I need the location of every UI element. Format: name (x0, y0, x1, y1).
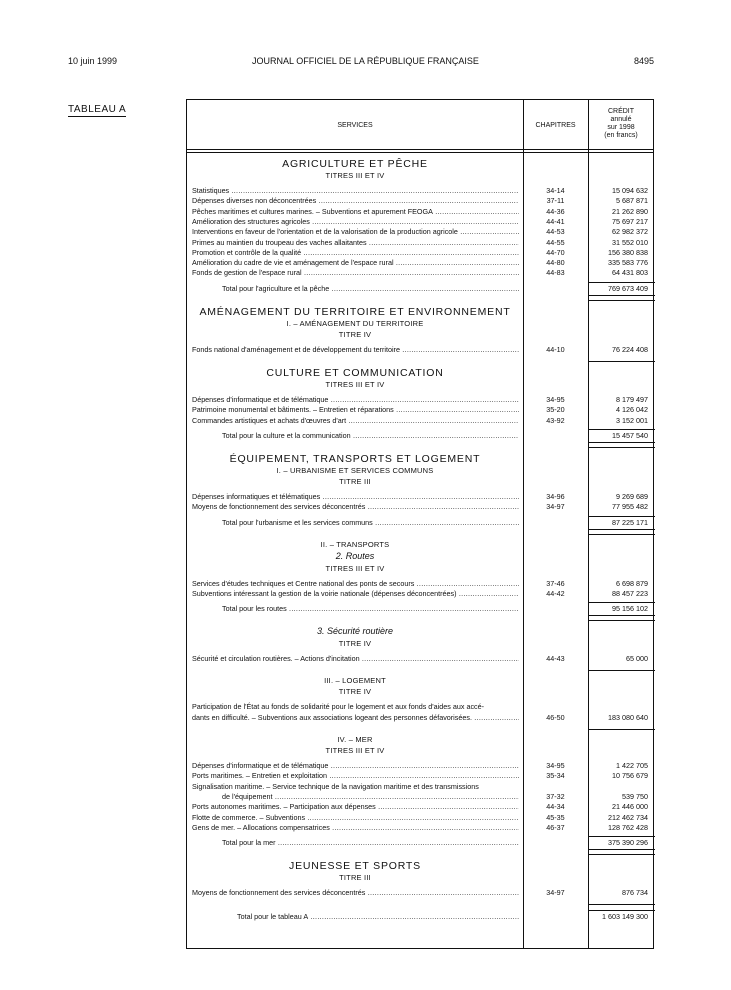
row-label: Amélioration des structures agricoles ..... (192, 217, 519, 227)
total-label: Total pour l'agriculture et la pêche ..... (222, 284, 519, 294)
section-rule (588, 300, 655, 301)
row-label: dants en difficulté. – Subventions aux associations logeant des personnes défavorisées. ..... (192, 713, 519, 723)
total-rule (588, 516, 655, 517)
section-subheading: 3. Sécurité routière (316, 626, 394, 637)
table-row (187, 713, 655, 723)
row-chapitre: 34-95 (546, 395, 565, 404)
total-rule (588, 429, 655, 430)
row-chapitre: 46-50 (546, 712, 565, 722)
section-title: AMÉNAGEMENT DU TERRITOIRE ET ENVIRONNEMENT (199, 305, 511, 318)
row-label: Pêches maritimes et cultures marines. – Subventions et apurement FEOGA ..... (192, 207, 519, 217)
row-amount: 77 955 482 (612, 502, 648, 512)
row-label: Dépenses d'informatique et de télématique ..... (192, 761, 519, 771)
row-amount: 6 698 879 (616, 578, 648, 588)
table-row (187, 207, 655, 217)
row-amount: 88 457 223 (612, 588, 648, 598)
row-chapitre: 44-43 (546, 654, 565, 664)
section-subtitle: IV. – MER (337, 735, 373, 744)
row-amount: 64 431 803 (612, 268, 648, 278)
total-label: Total pour l'urbanisme et les services communs ..... (222, 518, 519, 528)
row-chapitre: 37-32 (546, 791, 565, 801)
section-subtitle: TITRE IV (338, 639, 372, 649)
row-amount: 31 552 010 (612, 237, 648, 247)
table-row (187, 217, 655, 227)
section-rule (588, 904, 655, 905)
section-subtitle: III. – LOGEMENT (324, 676, 386, 686)
total-amount: 95 156 102 (612, 604, 648, 614)
table-row (187, 405, 655, 415)
section-rule (588, 729, 655, 730)
table-row (187, 186, 655, 196)
table-row (187, 492, 655, 502)
page-number: 8495 (633, 56, 654, 66)
row-label: Signalisation maritime. – Service technique de la navigation maritime et des transmissions (192, 781, 479, 791)
row-amount: 8 179 497 (616, 395, 648, 404)
row-label: Moyens de fonctionnement des services déconcentrés ..... (192, 502, 519, 512)
total-amount: 1 603 149 300 (602, 912, 648, 922)
column-header-chapitres: CHAPITRES (535, 122, 576, 129)
table-row (187, 654, 655, 664)
table-row (187, 792, 655, 802)
column-header-credit (588, 108, 654, 140)
row-label: Gens de mer. – Allocations compensatrices ..... (192, 823, 519, 833)
row-label: Fonds national d'aménagement et de développement du territoire ..... (192, 345, 519, 355)
total-row (187, 431, 655, 441)
section-rule (588, 670, 655, 671)
row-label: Dépenses d'informatique et de télématique ..... (192, 395, 519, 405)
row-chapitre: 45-35 (546, 812, 565, 822)
row-chapitre: 44-83 (546, 268, 565, 278)
row-label: Sécurité et circulation routières. – Actions d'incitation ..... (192, 654, 519, 664)
section-subtitle: II. – TRANSPORTS (320, 539, 390, 549)
table-row (187, 771, 655, 781)
table-row (187, 813, 655, 823)
row-chapitre: 37-46 (546, 578, 565, 588)
section-subtitle: TITRES III ET IV (325, 171, 385, 180)
row-label: Interventions en faveur de l'orientation et de la valorisation de la production agricole ..... (192, 227, 519, 237)
row-amount: 876 734 (622, 888, 648, 898)
total-label: Total pour le tableau A ..... (237, 912, 519, 922)
section-rule (588, 854, 655, 855)
section-subtitle: TITRE III (339, 873, 371, 883)
table-row (187, 227, 655, 237)
total-row (187, 284, 655, 294)
row-chapitre: 44-42 (546, 588, 565, 598)
row-chapitre: 34-97 (546, 888, 565, 898)
journal-title: JOURNAL OFFICIEL DE LA RÉPUBLIQUE FRANÇAISE (252, 56, 479, 66)
row-chapitre: 44-80 (546, 258, 565, 268)
tableau-label: TABLEAU A (68, 104, 127, 115)
row-amount: 65 000 (626, 654, 648, 664)
table-row (187, 345, 655, 355)
grand-total-rule (588, 910, 655, 911)
table-row (187, 268, 655, 278)
section-rule (588, 620, 655, 621)
row-amount: 212 462 734 (608, 812, 648, 822)
row-amount: 21 262 890 (612, 206, 648, 216)
page-date: 10 juin 1999 (68, 56, 118, 66)
row-label: de l'équipement ..... (222, 792, 519, 802)
table-row (187, 761, 655, 771)
credit-header-line: annulé (610, 116, 632, 123)
row-chapitre: 35-34 (546, 771, 565, 781)
row-label: Statistiques ..... (192, 186, 519, 196)
section-rule (588, 534, 655, 535)
row-chapitre: 44-34 (546, 802, 565, 812)
credit-header-line: sur 1998 (607, 124, 635, 131)
table-row (187, 196, 655, 206)
table-row (187, 579, 655, 589)
row-label: Commandes artistiques et achats d'œuvres d'art ..... (192, 416, 519, 426)
row-amount: 3 152 001 (616, 415, 648, 425)
total-row (187, 912, 655, 922)
row-chapitre: 34-95 (546, 761, 565, 770)
total-amount: 769 673 409 (608, 283, 648, 293)
total-rule (588, 295, 655, 296)
credit-header-line: (en francs) (604, 132, 638, 139)
row-label: Participation de l'État au fonds de solidarité pour le logement et aux fonds d'aides aux accé- (192, 702, 485, 712)
row-chapitre: 34-14 (546, 186, 565, 195)
section-subtitle: TITRES III ET IV (325, 563, 385, 573)
total-rule (588, 836, 655, 837)
section-subheading: 2. Routes (335, 550, 375, 561)
total-rule (588, 602, 655, 603)
table-row (187, 258, 655, 268)
section-subtitle: I. – URBANISME ET SERVICES COMMUNS (276, 465, 434, 475)
total-label: Total pour la mer ..... (222, 838, 519, 848)
row-amount: 9 269 689 (616, 491, 648, 501)
total-label: Total pour la culture et la communication ..... (222, 431, 519, 441)
row-chapitre: 44-10 (546, 344, 565, 354)
row-label: Dépenses informatiques et télématiques ..... (192, 492, 519, 502)
row-chapitre: 46-37 (546, 822, 565, 832)
row-amount: 5 687 871 (616, 196, 648, 206)
section-title: AGRICULTURE ET PÊCHE (282, 158, 428, 170)
section-title: JEUNESSE ET SPORTS (289, 860, 421, 873)
row-amount: 10 756 679 (612, 771, 648, 781)
row-label: Moyens de fonctionnement des services déconcentrés ..... (192, 888, 519, 898)
total-rule (588, 529, 655, 530)
row-label: Fonds de gestion de l'espace rural ..... (192, 268, 519, 278)
total-rule (588, 442, 655, 443)
table-row (187, 238, 655, 248)
section-subtitle: I. – AMÉNAGEMENT DU TERRITOIRE (286, 318, 424, 328)
row-chapitre: 44-55 (546, 237, 565, 247)
row-label: Services d'études techniques et Centre national des ponts de secours ..... (192, 579, 519, 589)
table-row (187, 502, 655, 512)
row-amount: 128 762 428 (608, 822, 648, 832)
row-amount: 21 446 000 (612, 802, 648, 812)
total-amount: 87 225 171 (612, 517, 648, 527)
row-amount: 183 080 640 (608, 712, 648, 722)
section-rule (588, 361, 655, 362)
row-amount: 76 224 408 (612, 344, 648, 354)
row-chapitre: 44-70 (546, 247, 565, 257)
table-row (187, 248, 655, 258)
row-label: Ports autonomes maritimes. – Participation aux dépenses ..... (192, 802, 519, 812)
total-row (187, 604, 655, 614)
table-row (187, 782, 655, 792)
total-label: Total pour les routes ..... (222, 604, 519, 614)
total-row (187, 518, 655, 528)
row-amount: 1 422 705 (616, 761, 648, 770)
section-title: CULTURE ET COMMUNICATION (266, 367, 444, 379)
row-amount: 4 126 042 (616, 405, 648, 415)
table-row (187, 395, 655, 405)
row-label: Promotion et contrôle de la qualité ..... (192, 248, 519, 258)
section-subtitle: TITRE IV (338, 687, 372, 697)
total-amount: 15 457 540 (612, 430, 648, 440)
row-amount: 75 697 217 (612, 216, 648, 226)
total-rule (588, 615, 655, 616)
table-row (187, 888, 655, 898)
row-label: Flotte de commerce. – Subventions ..... (192, 813, 519, 823)
row-amount: 335 583 776 (608, 258, 648, 268)
section-subtitle: TITRE IV (338, 329, 372, 339)
credit-header-line: CRÉDIT (607, 108, 635, 115)
section-subtitle: TITRE III (339, 476, 371, 486)
table-row (187, 702, 655, 712)
row-label: Primes au maintien du troupeau des vaches allaitantes ..... (192, 238, 519, 248)
row-label: Amélioration du cadre de vie et aménagement de l'espace rural ..... (192, 258, 519, 268)
row-amount: 15 094 632 (612, 186, 648, 195)
row-chapitre: 44-53 (546, 227, 565, 237)
column-header-services: SERVICES (337, 122, 373, 129)
row-chapitre: 35-20 (546, 405, 565, 415)
section-rule (588, 447, 655, 448)
table-row (187, 589, 655, 599)
table-row (187, 823, 655, 833)
row-chapitre: 43-92 (546, 415, 565, 425)
row-chapitre: 37-11 (546, 196, 565, 206)
row-chapitre: 34-96 (546, 491, 565, 501)
row-amount: 156 380 838 (608, 247, 648, 257)
section-subtitle: TITRES III ET IV (325, 380, 385, 389)
row-label: Patrimoine monumental et bâtiments. – Entretien et réparations ..... (192, 405, 519, 415)
row-label: Subventions intéressant la gestion de la voirie nationale (dépenses déconcentrées) ..... (192, 589, 519, 599)
section-subtitle: TITRES III ET IV (325, 746, 385, 755)
header-rule (187, 149, 653, 150)
table-row (187, 802, 655, 812)
row-amount: 539 750 (622, 791, 648, 801)
row-label: Dépenses diverses non déconcentrées ..... (192, 196, 519, 206)
total-row (187, 838, 655, 848)
table-row (187, 416, 655, 426)
credit-table (186, 99, 654, 949)
total-rule (588, 849, 655, 850)
total-rule (588, 282, 655, 283)
row-chapitre: 34-97 (546, 502, 565, 512)
header-rule (187, 152, 653, 153)
row-amount: 62 982 372 (612, 227, 648, 237)
row-label: Ports maritimes. – Entretien et exploitation ..... (192, 771, 519, 781)
section-title: ÉQUIPEMENT, TRANSPORTS ET LOGEMENT (229, 452, 481, 465)
row-chapitre: 44-41 (546, 216, 565, 226)
row-chapitre: 44-36 (546, 206, 565, 216)
total-amount: 375 390 296 (608, 838, 648, 848)
